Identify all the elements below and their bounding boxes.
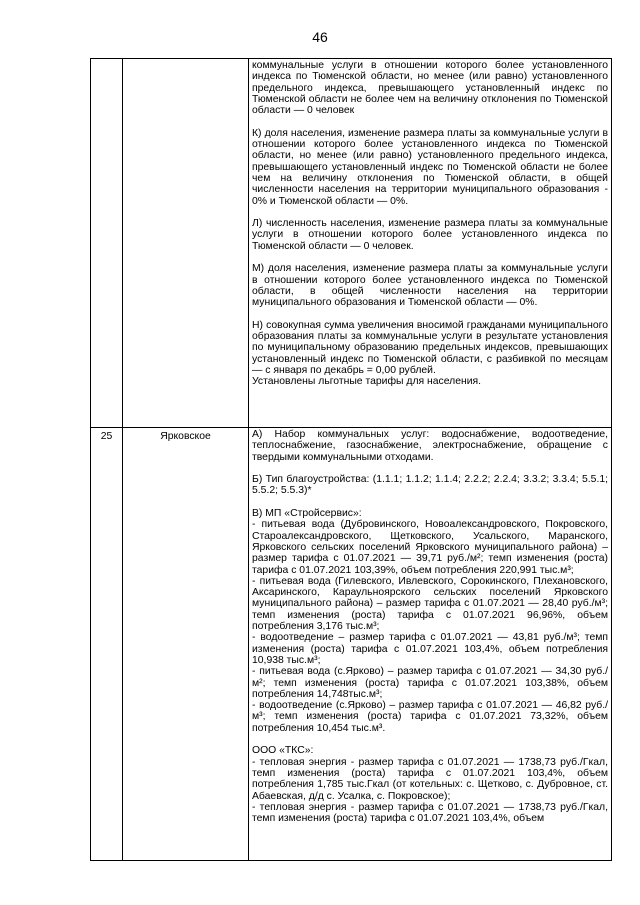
paragraph: ООО «ТКС»: — [252, 745, 314, 757]
paragraph: - водоотведение – размер тарифа с 01.07.2021 — 43,81 руб./м³; темп изменения (роста) тарифа с 01.07.2021 103,4%, объем потребления 10,938 тыс.м³; — [252, 632, 608, 666]
paragraph-gap — [252, 463, 608, 474]
paragraph-gap — [252, 252, 608, 263]
paragraph: - питьевая вода (Гилевского, Ивлевского, Сорокинского, Плехановского, Аксаринского, Караульноярского сельских поселений Ярковского муниципального района) – размер тарифа с 01.07.2021 — 28,40 руб./м³; темп изменения (роста) тарифа с 01.07.2021 96,96%, объем потребления 3,176 тыс.м³; — [252, 575, 608, 633]
paragraph-gap — [252, 207, 608, 218]
municipality-name: Ярковское — [160, 431, 211, 442]
paragraph-gap — [252, 116, 608, 127]
page-number: 46 — [312, 29, 328, 45]
municipality-name — [123, 59, 248, 61]
paragraph: Н) совокупная сумма увеличения вносимой гражданами муниципального образования платы за коммунальные услуги в результате установления по муниципальному образованию предельных индексов, превышающих установленный индекс по Тюменской области, с разбивкой по месяцам — с января по декабрь = 0,00 рублей. — [252, 319, 608, 377]
paragraph: коммунальные услуги в отношении которого более установленного индекса по Тюменской области, но менее (или равно) установленного предельного индекса, превышающего установленный индекс по Тюменской области не более чем на величину отклонения по Тюменской области — 0 человек — [252, 60, 608, 117]
description-cell — [249, 428, 612, 861]
table-row — [91, 59, 612, 428]
paragraph: - тепловая энергия - размер тарифа с 01.07.2021 — 1738,73 руб./Гкал, темп изменения (роста) тарифа с 01.07.2021 103,4%, объем — [252, 801, 608, 825]
paragraph-gap — [252, 734, 608, 745]
paragraph: Б) Тип благоустройства: (1.1.1; 1.1.2; 1.1.4; 2.2.2; 2.2.4; 3.3.2; 3.3.4; 5.5.1; 5.5.2; 5.5.3)* — [252, 474, 608, 497]
paragraph: - водоотведение (с.Ярково) – размер тарифа с 01.07.2021 — 46,82 руб./м³; темп изменения (роста) тарифа с 01.07.2021 73,32%, объем потребления 10,454 тыс.м³. — [252, 700, 608, 734]
paragraph: - питьевая вода (Дубровинского, Новоалександровского, Покровского, Староалександровского, Щетковского, Усальского, Маранского, Ярковского сельских поселений Ярковского муниципального района) – размер тарифа с 01.07.2021 — 39,71 руб./м²; темп изменения (роста) тарифа с 01.07.2021 103,39%, объем потребления 220,991 тыс.м³; — [252, 519, 608, 576]
description-text — [249, 428, 611, 860]
paragraph: В) МП «Стройсервис»: — [252, 508, 362, 520]
paragraph: Установлены льготные тарифы для населения. — [252, 376, 482, 388]
paragraph: - питьевая вода (с.Ярково) – размер тарифа с 01.07.2021 — 34,30 руб./м²; темп изменения (роста) тарифа с 01.07.2021 103,38%, объем потребления 14,748тыс.м³; — [252, 666, 608, 700]
description-cell — [249, 59, 612, 428]
tariff-table — [90, 58, 612, 861]
row-number — [91, 59, 122, 61]
paragraph: Л) численность населения, изменение размера платы за коммунальные услуги в отношении которого более установленного индекса по Тюменской области — 0 человек. — [252, 218, 608, 252]
row-number: 25 — [100, 431, 113, 442]
paragraph: М) доля населения, изменение размера платы за коммунальные услуги в отношении которого более установленного индекса по Тюменской области, в общей численности населения на территории муниципального образования и Тюменской области — 0%. — [252, 263, 608, 309]
paragraph-gap — [252, 309, 608, 320]
row-number-cell — [91, 59, 123, 428]
row-number-cell — [91, 428, 123, 861]
paragraph: - тепловая энергия - размер тарифа с 01.07.2021 — 1738,73 руб./Гкал, темп изменения (роста) тарифа с 01.07.2021 103,4%, объем потребления 1,785 тыс.Гкал (от котельных: с. Щетково, с. Дубровное, ст. Абаевская, д/д с. Усалка, с. Покровское); — [252, 756, 608, 802]
table-row — [91, 428, 612, 861]
municipality-cell — [123, 59, 249, 428]
description-text — [249, 59, 611, 427]
paragraph-gap — [252, 497, 608, 508]
paragraph: К) доля населения, изменение размера платы за коммунальные услуги в отношении которого более установленного индекса по Тюменской области, но менее (или равно) установленного предельного индекса, превышающего установленный индекс по Тюменской области не более чем на величину отклонения по Тюменской области, в общей численности населения на территории муниципального образования - 0% и Тюменской области — 0%. — [252, 127, 608, 207]
municipality-cell — [123, 428, 249, 861]
paragraph: А) Набор коммунальных услуг: водоснабжение, водоотведение, теплоснабжение, газоснабжение, электроснабжение, обращение с твердыми коммунальными отходами. — [252, 429, 608, 463]
